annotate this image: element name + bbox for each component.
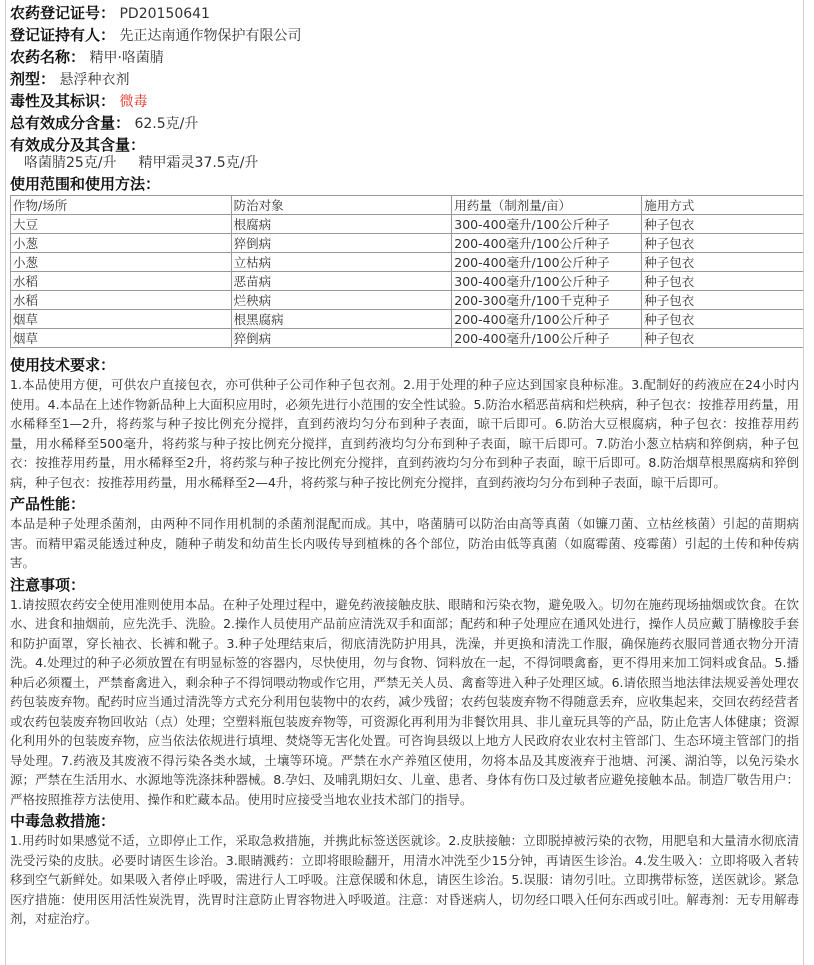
total-content-field bbox=[10, 114, 799, 132]
cell-dosage: 300-400毫升/100公斤种子 bbox=[452, 272, 642, 291]
cell-crop: 水稻 bbox=[11, 272, 232, 291]
registration-holder-value: 先正达南通作物保护有限公司 bbox=[119, 28, 302, 44]
label-page bbox=[5, 0, 804, 965]
cell-target: 立枯病 bbox=[231, 253, 452, 272]
performance-title: 产品性能： bbox=[10, 495, 86, 513]
cell-dosage: 200-400毫升/100公斤种子 bbox=[452, 329, 642, 348]
cell-target: 根腐病 bbox=[231, 215, 452, 234]
ingredients-label: 有效成分及其含量： bbox=[10, 136, 146, 154]
usage-header-row bbox=[11, 196, 805, 215]
cell-method: 种子包衣 bbox=[642, 329, 804, 348]
technique-text: 1.本品使用方便，可供农户直接包衣，亦可供种子公司作种子包衣剂。2.用于处理的种子应达到国家良种标准。3.配制好的药液应在24小时内使用。4.本品在上述作物新品种上大面积应用时，必须先进行小范围的安全性试验。5.防治水稻恶苗病和烂秧病，种子包衣：按推荐用药量，用水稀释至1—2升，将药浆与种子按比例充分搅拌，直到药液均匀分布到种子表面，晾干后即可。6.防治大豆根腐病，种子包衣：按推荐用药量，用水稀释至500毫升，将药浆与种子按比例充分搅拌，直到药液均匀分布到种子表面，晾干后即可。7.防治小葱立枯病和猝倒病，种子包衣：按推荐用药量，用水稀释至2升，将药浆与种子按比例充分搅拌，直到药液均匀分布到种子表面，晾干后即可。8.防治烟草根黑腐病和猝倒病，种子包衣：按推荐用药量，用水稀释至2—4升，将药浆与种子按比例充分搅拌，直到药液均匀分布到种子表面，晾干后即可。 bbox=[10, 377, 799, 490]
table-row bbox=[11, 291, 805, 310]
toxicity-label: 毒性及其标识： bbox=[10, 92, 116, 110]
technique-section bbox=[10, 356, 799, 492]
cell-crop: 小葱 bbox=[11, 234, 232, 253]
cell-method: 种子包衣 bbox=[642, 253, 804, 272]
usage-table bbox=[10, 195, 804, 348]
firstaid-text: 1.用药时如果感觉不适，立即停止工作，采取急救措施，并携此标签送医就诊。2.皮肤接触：立即脱掉被污染的衣物，用肥皂和大量清水彻底清洗受污染的皮肤。必要时请医生诊治。3.眼睛溅药：立即将眼睑翻开，用清水冲洗至少15分钟，再请医生诊治。4.发生吸入：立即将吸入者转移到空气新鲜处。如果吸入者停止呼吸，需进行人工呼吸。注意保暖和休息，请医生诊治。5.误服：请勿引吐。立即携带标签，送医就诊。紧急医疗措施：使用医用活性炭洗胃，洗胃时注意防止胃容物进入呼吸道。注意：对昏迷病人，切勿经口喂入任何东西或引吐。解毒剂：无专用解毒剂，对症治疗。 bbox=[10, 833, 799, 926]
cell-method: 种子包衣 bbox=[642, 234, 804, 253]
registration-number-field bbox=[10, 4, 799, 22]
performance-section bbox=[10, 495, 799, 573]
cautions-title: 注意事项： bbox=[10, 575, 86, 594]
cell-crop: 大豆 bbox=[11, 215, 232, 234]
formulation-value: 悬浮种衣剂 bbox=[59, 72, 130, 88]
header-target: 防治对象 bbox=[231, 196, 452, 215]
cell-method: 种子包衣 bbox=[642, 310, 804, 329]
cell-dosage: 200-400毫升/100公斤种子 bbox=[452, 253, 642, 272]
cell-target: 猝倒病 bbox=[231, 329, 452, 348]
cautions-text: 1.请按照农药安全使用准则使用本品。在种子处理过程中，避免药液接触皮肤、眼睛和污染衣物，避免吸入。切勿在施药现场抽烟或饮食。在饮水、进食和抽烟前，应先洗手、洗脸。2.操作人员使用产品前应清洗双手和面部；配药和种子处理应在通风处进行，操作人员应戴丁腈橡胶手套和防护面罩，穿长袖衣、长裤和靴子。3.种子处理结束后，彻底清洗防护用具，洗澡，并更换和清洗工作服，确保施药衣服同普通衣物分开清洗。4.处理过的种子必须放置在有明显标签的容器内，尽快使用，勿与食物、饲料放在一起，不得饲喂禽畜，更不得用来加工饲料或食品。5.播种后必须覆土，严禁畜禽进入，剩余种子不得饲喂动物或作它用，严禁无关人员、禽畜等进入种子处理区域。6.请依照当地法律法规妥善处理农药包装废弃物。配药时应当通过清洗等方式充分利用包装物中的农药，减少残留；农药包装废弃物不得随意丢弃，应收集起来，交回农药经营者或农药包装废弃物回收站（点）处理；空塑料瓶包装废弃物等，可资源化再利用为非餐饮用具、非儿童玩具等的产品，防止危害人体健康；资源化利用外的包装废弃物，应当依法依规进行填埋、焚烧等无害化处置。可咨询县级以上地方人民政府农业农村主管部门、生态环境主管部门的指导处理。7.药液及其废液不得污染各类水域，土壤等环境。严禁在水产养殖区使用，勿将本品及其废液弃于池塘、河溪、湖泊等，以免污染水源；严禁在生活用水、水源地等洗涤抹种器械。8.孕妇、及哺乳期妇女、儿童、患者、身体有伤口及过敏者应避免接触本品。制造厂敬告用户：严格按照推荐方法使用、操作和贮藏本品。使用时应接受当地农业技术部门的指导。 bbox=[10, 596, 799, 807]
registration-holder-label: 登记证持有人： bbox=[10, 26, 116, 44]
firstaid-section bbox=[10, 812, 799, 929]
total-content-label: 总有效成分含量： bbox=[10, 114, 131, 132]
registration-number-label: 农药登记证号： bbox=[10, 4, 116, 22]
usage-section bbox=[10, 175, 799, 348]
total-content-value: 62.5克/升 bbox=[134, 116, 199, 132]
pesticide-name-field bbox=[10, 48, 799, 66]
cell-target: 根黑腐病 bbox=[231, 310, 452, 329]
table-row bbox=[11, 234, 805, 253]
ingredient-2: 精甲霜灵37.5克/升 bbox=[138, 155, 259, 171]
cell-target: 猝倒病 bbox=[231, 234, 452, 253]
cautions-section bbox=[10, 576, 799, 810]
header-method: 施用方式 bbox=[642, 196, 804, 215]
usage-title: 使用范围和使用方法： bbox=[10, 175, 161, 193]
header-crop: 作物/场所 bbox=[11, 196, 232, 215]
pesticide-name-value: 精甲·咯菌腈 bbox=[89, 50, 164, 66]
cell-method: 种子包衣 bbox=[642, 272, 804, 291]
technique-title: 使用技术要求： bbox=[10, 356, 116, 374]
header-dosage: 用药量（制剂量/亩） bbox=[452, 196, 642, 215]
formulation-field bbox=[10, 70, 799, 88]
cell-dosage: 200-400毫升/100公斤种子 bbox=[452, 310, 642, 329]
cell-method: 种子包衣 bbox=[642, 215, 804, 234]
performance-text: 本品是种子处理杀菌剂，由两种不同作用机制的杀菌剂混配而成。其中，咯菌腈可以防治由高等真菌（如镰刀菌、立枯丝核菌）引起的苗期病害。而精甲霜灵能透过种皮，随种子萌发和幼苗生长内吸传导到植株的各个部位，防治由低等真菌（如腐霉菌、疫霉菌）引起的土传和种传病害。 bbox=[10, 516, 799, 570]
cell-target: 烂秧病 bbox=[231, 291, 452, 310]
cell-target: 恶苗病 bbox=[231, 272, 452, 291]
cell-crop: 烟草 bbox=[11, 310, 232, 329]
cell-crop: 烟草 bbox=[11, 329, 232, 348]
table-row bbox=[11, 272, 805, 291]
registration-holder-field bbox=[10, 26, 799, 44]
pesticide-name-label: 农药名称： bbox=[10, 48, 86, 66]
ingredients-field bbox=[10, 136, 799, 154]
toxicity-field bbox=[10, 92, 799, 110]
cell-method: 种子包衣 bbox=[642, 291, 804, 310]
cell-crop: 小葱 bbox=[11, 253, 232, 272]
toxicity-value: 微毒 bbox=[119, 94, 148, 110]
table-row bbox=[11, 253, 805, 272]
cell-dosage: 200-400毫升/100公斤种子 bbox=[452, 234, 642, 253]
ingredients-list bbox=[10, 154, 799, 172]
table-row bbox=[11, 310, 805, 329]
ingredient-1: 咯菌腈25克/升 bbox=[24, 155, 117, 171]
cell-dosage: 300-400毫升/100公斤种子 bbox=[452, 215, 642, 234]
cell-crop: 水稻 bbox=[11, 291, 232, 310]
table-row bbox=[11, 329, 805, 348]
table-row bbox=[11, 215, 805, 234]
firstaid-title: 中毒急救措施： bbox=[10, 812, 116, 830]
cell-dosage: 200-300毫升/100千克种子 bbox=[452, 291, 642, 310]
formulation-label: 剂型： bbox=[10, 70, 56, 88]
registration-number-value: PD20150641 bbox=[119, 6, 210, 22]
